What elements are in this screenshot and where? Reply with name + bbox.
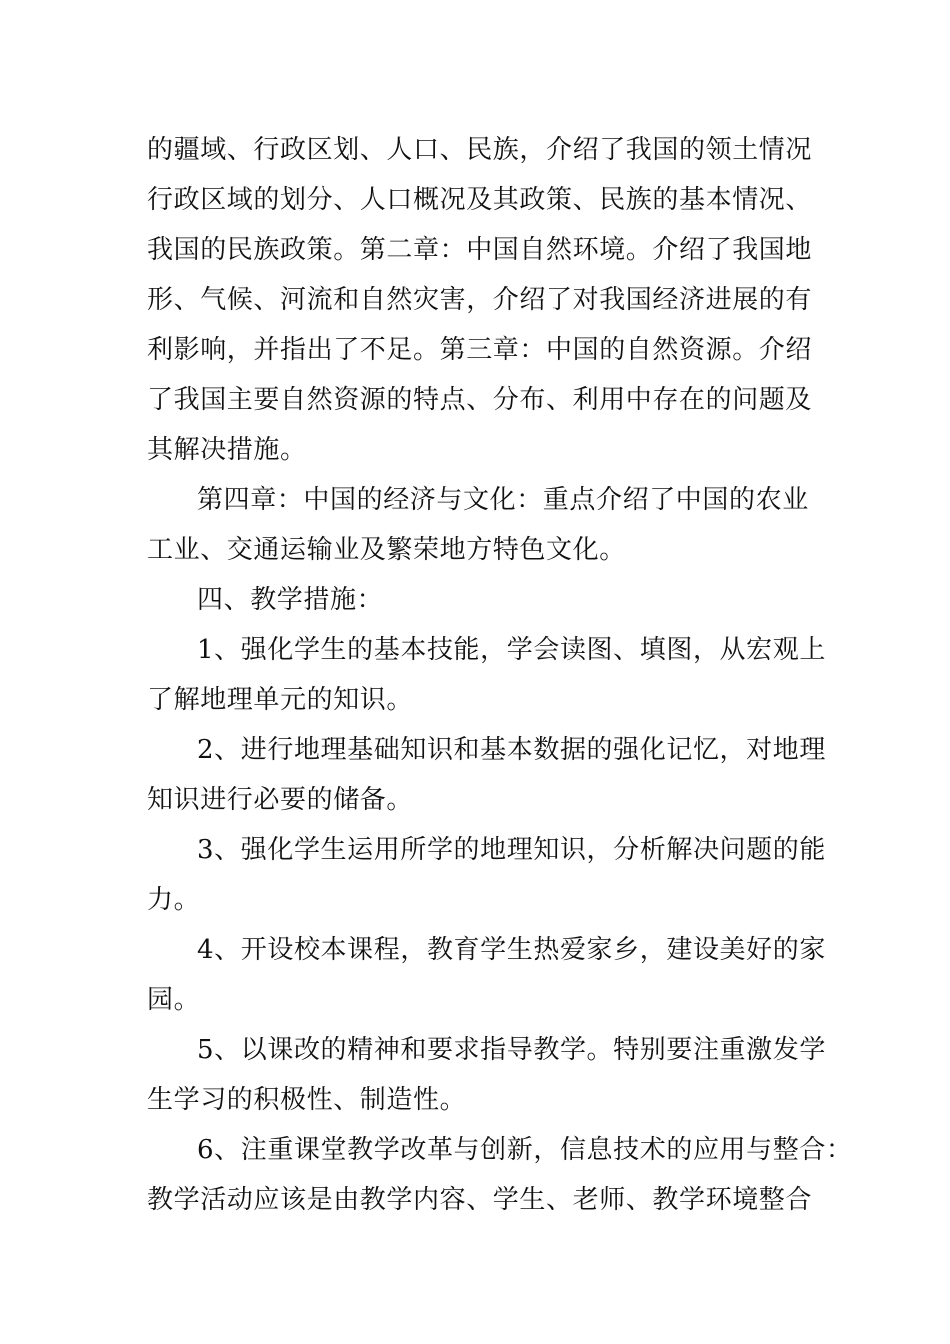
text-line: 工业、交通运输业及繁荣地方特色文化。 <box>147 535 626 565</box>
list-item-3-line: 3、强化学生运用所学的地理知识，分析解决问题的能 <box>197 835 826 865</box>
text-line: 行政区域的划分、人口概况及其政策、民族的基本情况、 <box>147 185 813 215</box>
text-line: 我国的民族政策。第二章：中国自然环境。介绍了我国地 <box>147 235 813 265</box>
text-line: 的疆域、行政区划、人口、民族，介绍了我国的领土情况 <box>147 135 813 165</box>
text-line: 了解地理单元的知识。 <box>147 685 414 715</box>
list-item-2-line: 2、进行地理基础知识和基本数据的强化记忆，对地理 <box>197 735 826 765</box>
text-line: 生学习的积极性、制造性。 <box>147 1085 467 1115</box>
section-heading: 四、教学措施： <box>197 585 384 615</box>
text-line: 了我国主要自然资源的特点、分布、利用中存在的问题及 <box>147 385 813 415</box>
text-line: 教学活动应该是由教学内容、学生、老师、教学环境整合 <box>147 1185 813 1215</box>
text-line: 知识进行必要的储备。 <box>147 785 414 815</box>
text-line: 力。 <box>147 885 201 915</box>
text-line: 形、气候、河流和自然灾害，介绍了对我国经济进展的有 <box>147 285 813 315</box>
list-item-6-line: 6、注重课堂教学改革与创新，信息技术的应用与整合： <box>197 1135 853 1165</box>
text-line: 其解决措施。 <box>147 435 307 465</box>
text-line: 利影响，并指出了不足。第三章：中国的自然资源。介绍 <box>147 335 813 365</box>
list-item-1-line: 1、强化学生的基本技能，学会读图、填图，从宏观上 <box>197 635 826 665</box>
text-line: 园。 <box>147 985 201 1015</box>
list-item-5-line: 5、以课改的精神和要求指导教学。特别要注重激发学 <box>197 1035 826 1065</box>
paragraph-start-line: 第四章：中国的经济与文化：重点介绍了中国的农业 <box>197 485 809 515</box>
list-item-4-line: 4、开设校本课程，教育学生热爱家乡，建设美好的家 <box>197 935 826 965</box>
